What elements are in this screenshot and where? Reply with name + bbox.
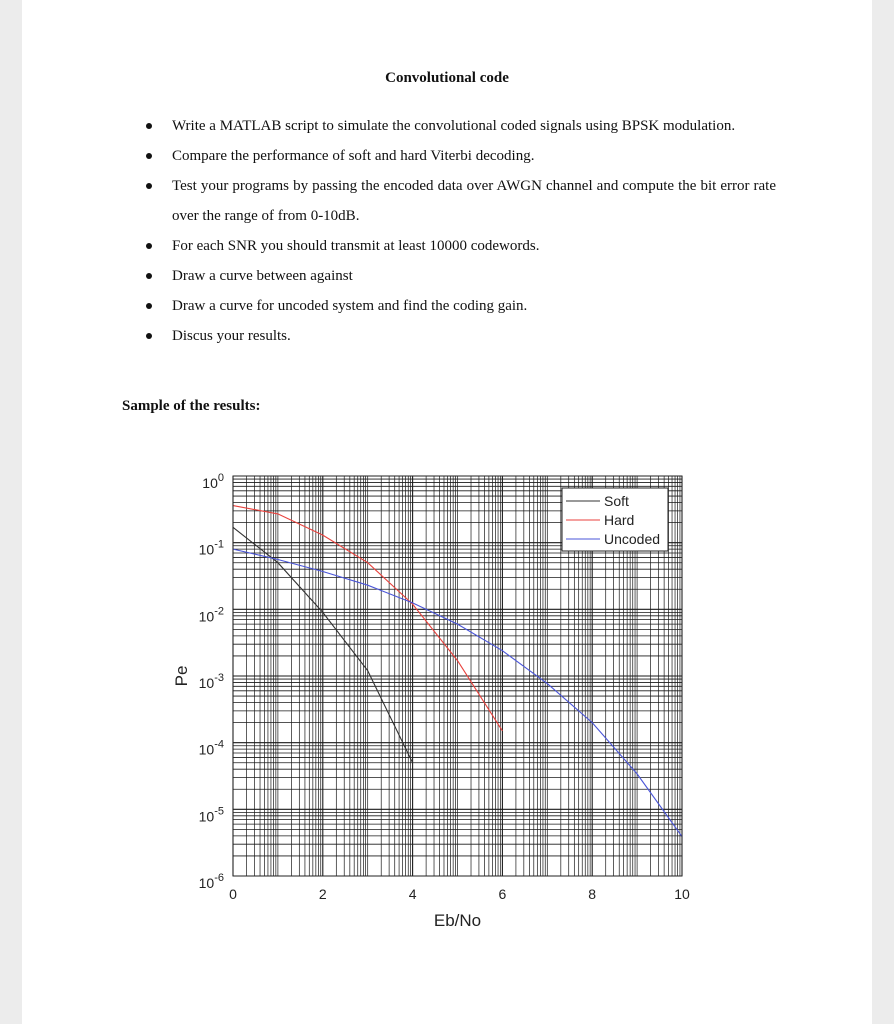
x-tick-label: 8 — [588, 886, 597, 902]
y-tick-label — [199, 672, 224, 691]
y-tick-exponent: -5 — [214, 805, 224, 818]
y-tick-label — [199, 739, 224, 758]
list-item-text: Write a MATLAB script to simulate the convolutional coded signals using BPSK modulation. — [172, 118, 736, 134]
y-tick-exponent: -1 — [214, 538, 224, 551]
y-tick-label — [199, 805, 224, 824]
y-tick-labels — [199, 472, 224, 891]
y-tick-exponent: -3 — [214, 672, 224, 684]
x-tick-label: 2 — [318, 886, 327, 902]
x-tick-labels — [229, 886, 690, 902]
document-title: Convolutional code — [385, 70, 509, 86]
y-tick-base: 10 — [198, 541, 215, 558]
x-axis-label: Eb/No — [433, 911, 482, 930]
list-item-text: For each SNR you should transmit at least 10000 codewords. — [172, 238, 540, 254]
y-tick-base: 10 — [198, 875, 215, 891]
x-tick-label: 4 — [408, 886, 417, 902]
legend-label-uncoded: Uncoded — [604, 531, 661, 547]
list-item-text: Test your programs by passing the encoded data over AWGN channel and compute the bit error rate over the range of from 0-10dB. — [172, 178, 776, 224]
list-item-text: Draw a curve between against — [172, 268, 353, 284]
y-tick-base: 10 — [202, 475, 218, 491]
x-tick-label: 10 — [674, 886, 690, 902]
x-tick-label: 6 — [498, 886, 507, 902]
chart-legend — [562, 488, 668, 551]
y-tick-exponent: -2 — [214, 605, 224, 618]
sample-heading: Sample of the results: — [122, 398, 261, 414]
x-tick-label: 0 — [229, 886, 237, 902]
list-item-text: Draw a curve for uncoded system and find the coding gain. — [172, 298, 528, 314]
y-tick-base: 10 — [198, 675, 215, 691]
list-item-text: Discus your results. — [172, 328, 291, 344]
y-tick-label — [199, 872, 224, 891]
y-tick-label — [199, 605, 224, 624]
y-tick-base: 10 — [198, 808, 215, 825]
y-axis-label: Pe — [172, 665, 191, 687]
y-tick-label — [202, 472, 224, 491]
list-item-text: Compare the performance of soft and hard Viterbi decoding. — [172, 148, 535, 164]
legend-label-soft: Soft — [604, 493, 629, 509]
y-tick-base: 10 — [198, 741, 215, 758]
y-tick-exponent: 0 — [217, 472, 224, 484]
y-tick-exponent: -6 — [214, 872, 224, 884]
y-tick-label — [199, 539, 224, 558]
legend-label-hard: Hard — [604, 512, 635, 528]
y-tick-base: 10 — [198, 608, 215, 625]
y-tick-exponent: -4 — [214, 738, 224, 751]
